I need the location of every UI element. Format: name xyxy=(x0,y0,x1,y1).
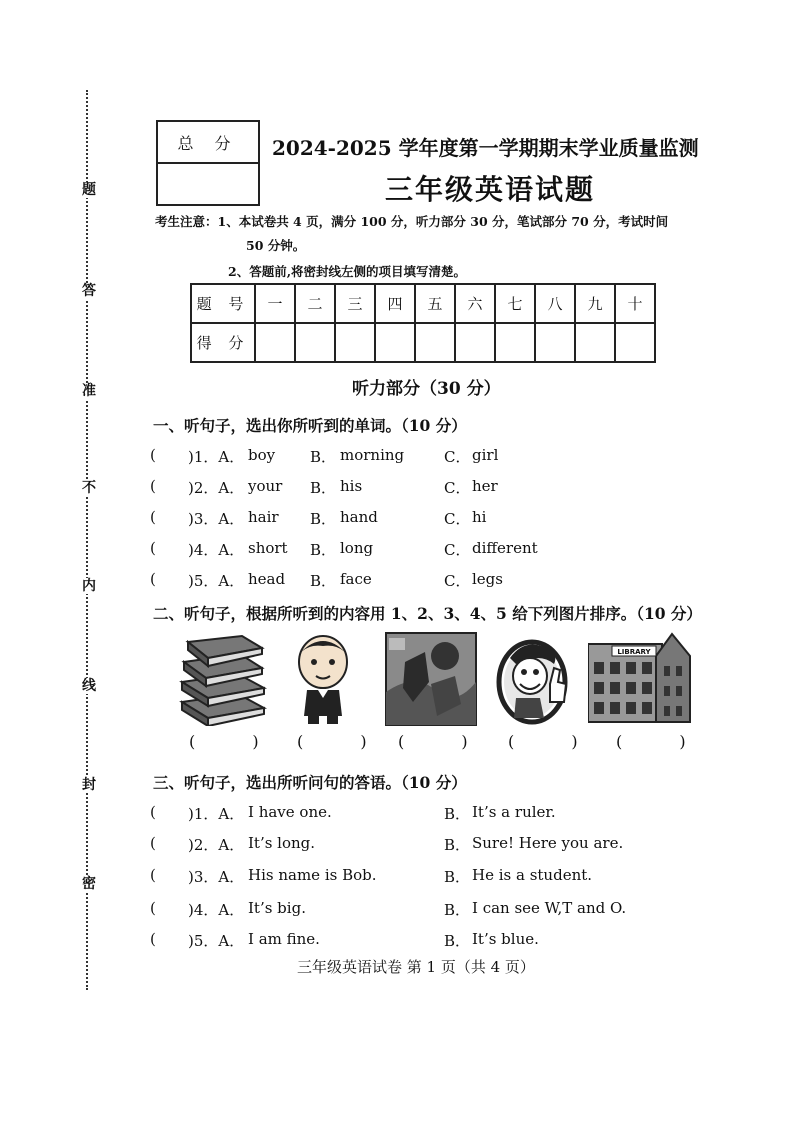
option-c: girl xyxy=(472,446,499,464)
score-table-col: 八 xyxy=(535,284,575,323)
question-number: )1．A． xyxy=(188,805,245,823)
score-table xyxy=(190,283,656,363)
section-3-title: 三、听句子，选出所听问句的答语。（10 分） xyxy=(153,773,467,792)
answer-paren[interactable]: ( xyxy=(150,446,156,464)
question-number: )5．A． xyxy=(188,572,245,590)
answer-paren[interactable]: ( xyxy=(150,477,156,495)
seal-char: 答 xyxy=(82,283,96,299)
order-bracket[interactable]: ( ) xyxy=(297,732,393,751)
score-cell[interactable] xyxy=(375,323,415,362)
answer-paren[interactable]: ( xyxy=(150,899,156,917)
option-b: face xyxy=(340,570,372,588)
score-cell[interactable] xyxy=(295,323,335,362)
option-a: hair xyxy=(248,508,279,526)
order-bracket[interactable]: ( ) xyxy=(616,732,712,751)
question-number: )4．A． xyxy=(188,541,245,559)
boy-icon xyxy=(292,632,354,726)
question-number: )5．A． xyxy=(188,932,245,950)
score-cell[interactable] xyxy=(335,323,375,362)
notice-line-2: 2、答题前,将密封线左侧的项目填写清楚。 xyxy=(228,264,467,279)
section-1-title: 一、听句子，选出你所听到的单词。（10 分） xyxy=(153,416,467,435)
option-c-label: C． xyxy=(444,572,471,590)
answer-paren[interactable]: ( xyxy=(150,930,156,948)
total-score-value[interactable] xyxy=(158,164,258,204)
option-b: long xyxy=(340,539,374,557)
question-number: )4．A． xyxy=(188,901,245,919)
option-a: boy xyxy=(248,446,276,464)
option-b-label: B． xyxy=(444,868,471,886)
score-table-col: 三 xyxy=(335,284,375,323)
option-b: his xyxy=(340,477,363,495)
option-b: I can see W,T and O. xyxy=(472,899,627,917)
score-cell[interactable] xyxy=(495,323,535,362)
order-bracket[interactable]: ( ) xyxy=(398,732,494,751)
option-b: morning xyxy=(340,446,405,464)
seal-char: 准 xyxy=(82,383,96,399)
option-b-label: B． xyxy=(310,572,337,590)
option-b-label: B． xyxy=(444,805,471,823)
cartoon-thumbs-up-icon xyxy=(496,632,570,726)
answer-paren[interactable]: ( xyxy=(150,803,156,821)
option-a: His name is Bob. xyxy=(248,866,377,884)
option-c: hi xyxy=(472,508,487,526)
order-bracket[interactable]: ( ) xyxy=(508,732,604,751)
score-table-col: 四 xyxy=(375,284,415,323)
option-c: her xyxy=(472,477,498,495)
seal-char: 不 xyxy=(82,480,96,496)
option-b-label: B． xyxy=(310,479,337,497)
exam-subtitle: 三年级英语试题 xyxy=(385,173,596,206)
score-table-col: 七 xyxy=(495,284,535,323)
total-score-box xyxy=(156,120,260,206)
option-a: It’s big. xyxy=(248,899,306,917)
option-b-label: B． xyxy=(310,510,337,528)
photo-icon xyxy=(385,632,477,726)
option-b-label: B． xyxy=(444,901,471,919)
seal-dotted-line xyxy=(86,90,88,990)
seal-char: 封 xyxy=(82,777,96,793)
option-c-label: C． xyxy=(444,541,471,559)
notice-line-1b: 50 分钟。 xyxy=(246,238,306,253)
score-table-col: 一 xyxy=(255,284,295,323)
score-table-row-label: 得 分 xyxy=(191,323,255,362)
question-number: )2．A． xyxy=(188,836,245,854)
score-table-header-row xyxy=(191,284,655,323)
notice-line-1: 考生注意：1、本试卷共 4 页，满分 100 分，听力部分 30 分，笔试部分 70 分，考试时间 xyxy=(155,214,669,229)
option-a: your xyxy=(248,477,283,495)
score-table-col: 六 xyxy=(455,284,495,323)
option-c-label: C． xyxy=(444,479,471,497)
score-cell[interactable] xyxy=(575,323,615,362)
library-icon xyxy=(588,632,692,726)
option-b-label: B． xyxy=(444,932,471,950)
score-table-col: 二 xyxy=(295,284,335,323)
option-b: It’s a ruler. xyxy=(472,803,556,821)
seal-char: 内 xyxy=(82,578,96,594)
option-c-label: C． xyxy=(444,448,471,466)
option-b: He is a student. xyxy=(472,866,593,884)
option-b-label: B． xyxy=(444,836,471,854)
library-sign: LIBRARY xyxy=(617,648,651,656)
seal-char: 密 xyxy=(82,876,96,892)
option-b: It’s blue. xyxy=(472,930,539,948)
option-b: hand xyxy=(340,508,378,526)
score-cell[interactable] xyxy=(255,323,295,362)
total-score-label: 总 分 xyxy=(158,122,258,164)
page-footer: 三年级英语试卷 第 1 页（共 4 页） xyxy=(297,958,535,976)
option-a: short xyxy=(248,539,288,557)
question-number: )3．A． xyxy=(188,510,245,528)
seal-char: 题 xyxy=(82,182,96,198)
option-c: different xyxy=(472,539,538,557)
score-cell[interactable] xyxy=(615,323,655,362)
question-number: )2．A． xyxy=(188,479,245,497)
listening-part-heading: 听力部分（30 分） xyxy=(352,379,501,399)
score-table-score-row xyxy=(191,323,655,362)
option-a: I am fine. xyxy=(248,930,320,948)
answer-paren[interactable]: ( xyxy=(150,866,156,884)
score-cell[interactable] xyxy=(415,323,455,362)
score-table-row-label: 题 号 xyxy=(191,284,255,323)
option-a: head xyxy=(248,570,286,588)
score-table-col: 十 xyxy=(615,284,655,323)
answer-paren[interactable]: ( xyxy=(150,834,156,852)
order-bracket[interactable]: ( ) xyxy=(189,732,285,751)
score-cell[interactable] xyxy=(535,323,575,362)
answer-paren[interactable]: ( xyxy=(150,539,156,557)
score-table-col: 九 xyxy=(575,284,615,323)
option-c: legs xyxy=(472,570,503,588)
question-number: )3．A． xyxy=(188,868,245,886)
answer-paren[interactable]: ( xyxy=(150,570,156,588)
option-a: It’s long. xyxy=(248,834,316,852)
score-table-col: 五 xyxy=(415,284,455,323)
option-a: I have one. xyxy=(248,803,332,821)
score-cell[interactable] xyxy=(455,323,495,362)
option-c-label: C． xyxy=(444,510,471,528)
exam-title: 2024-2025 学年度第一学期期末学业质量监测 xyxy=(272,136,699,160)
seal-char: 线 xyxy=(82,678,96,694)
answer-paren[interactable]: ( xyxy=(150,508,156,526)
option-b-label: B． xyxy=(310,541,337,559)
books-icon xyxy=(178,632,268,726)
option-b: Sure! Here you are. xyxy=(472,834,624,852)
option-b-label: B． xyxy=(310,448,337,466)
section-2-title: 二、听句子，根据所听到的内容用 1、2、3、4、5 给下列图片排序。（10 分） xyxy=(153,604,702,623)
question-number: )1．A． xyxy=(188,448,245,466)
